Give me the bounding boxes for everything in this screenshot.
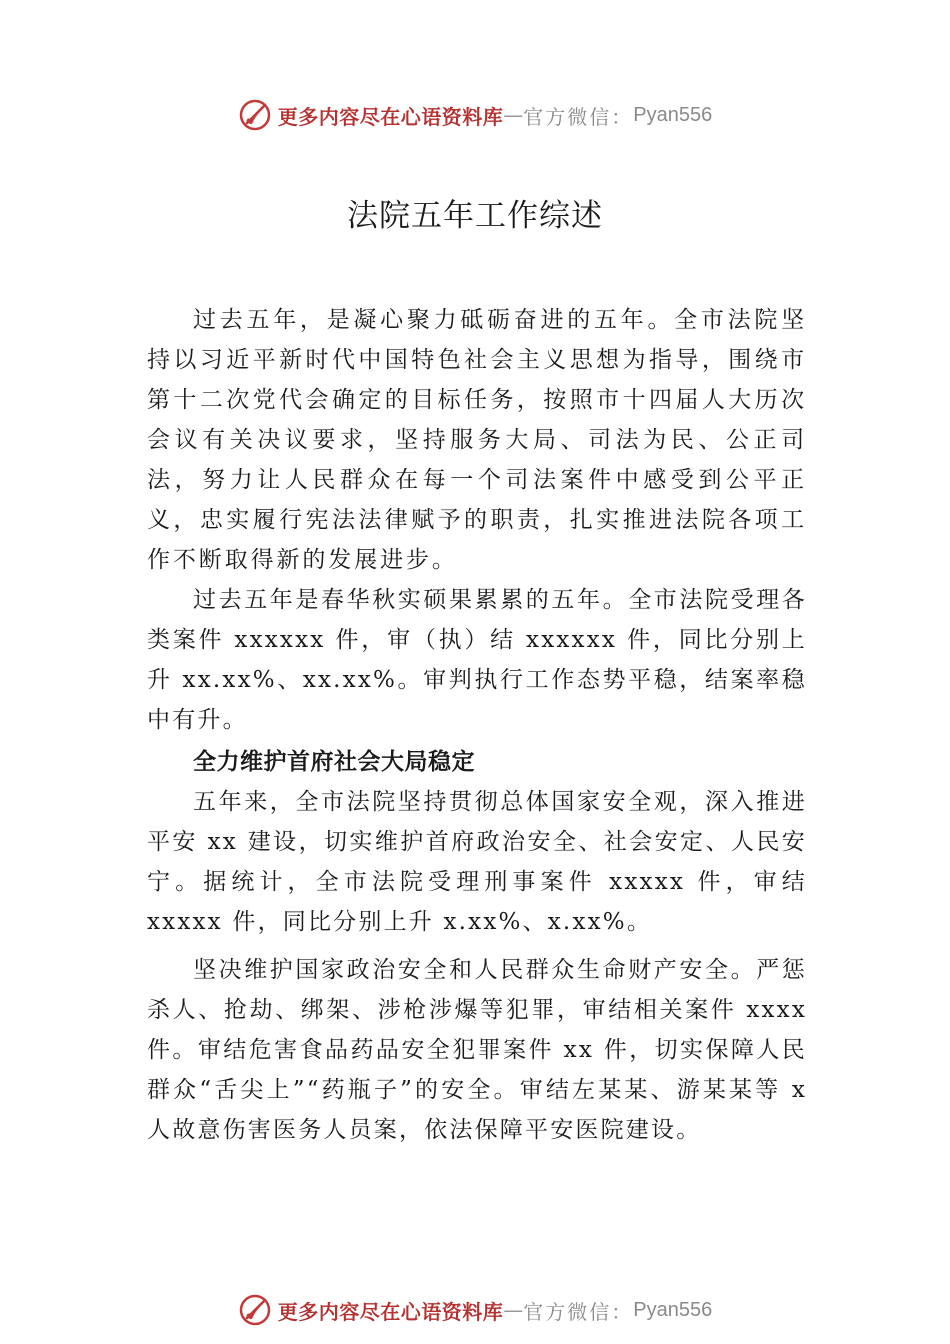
source-text: 更多内容尽在心语资料库 — [277, 104, 504, 129]
paragraph-section-2: 坚决维护国家政治安全和人民群众生命财产安全。严惩杀人、抢劫、绑架、涉枪涉爆等犯罪，审结相关案件 xxxx 件。审结危害食品药品安全犯罪案件 xx 件，切实保障人民群众“舌尖上”“药瓶子”的安全。审结左某某、游某某等 x 人故意伤害医务人员案，依法保障平安医院建设。 — [147, 957, 807, 1143]
separator-dash: — — [503, 103, 524, 127]
section-heading: 全力维护首府社会大局稳定 — [193, 749, 475, 775]
quill-logo-icon — [238, 98, 272, 132]
wechat-id: Pyan556 — [633, 1298, 713, 1321]
quill-logo-icon — [238, 1293, 272, 1327]
paragraph-section-1: 五年来，全市法院坚持贯彻总体国家安全观，深入推进平安 xx 建设，切实维护首府政治安全、社会安定、人民安宁。据统计，全市法院受理刑事案件 xxxxx 件，审结 xxxxx 件，同比分别上升 x.xx%、x.xx%。 — [147, 789, 807, 935]
document-body — [147, 300, 807, 1150]
wechat-id: Pyan556 — [633, 103, 713, 126]
document-title: 法院五年工作综述 — [347, 198, 603, 234]
wechat-label: 官方微信： — [523, 1299, 634, 1324]
separator-dash: — — [503, 1298, 524, 1322]
wechat-label: 官方微信： — [523, 104, 634, 129]
footer-banner — [0, 1290, 950, 1330]
paragraph-intro: 过去五年，是凝心聚力砥砺奋进的五年。全市法院坚持以习近平新时代中国特色社会主义思想为指导，围绕市第十二次党代会确定的目标任务，按照市十四届人大历次会议有关决议要求，坚持服务大局、司法为民、公正司法，努力让人民群众在每一个司法案件中感受到公平正义，忠实履行宪法法律赋予的职责，扎实推进法院各项工作不断取得新的发展进步。 — [147, 307, 807, 573]
source-text: 更多内容尽在心语资料库 — [277, 1299, 504, 1324]
paragraph-stats: 过去五年是春华秋实硕果累累的五年。全市法院受理各类案件 xxxxxx 件，审（执）结 xxxxxx 件，同比分别上升 xx.xx%、xx.xx%。审判执行工作态势平稳，结案率稳中有升。 — [147, 587, 807, 733]
header-banner — [0, 95, 950, 135]
